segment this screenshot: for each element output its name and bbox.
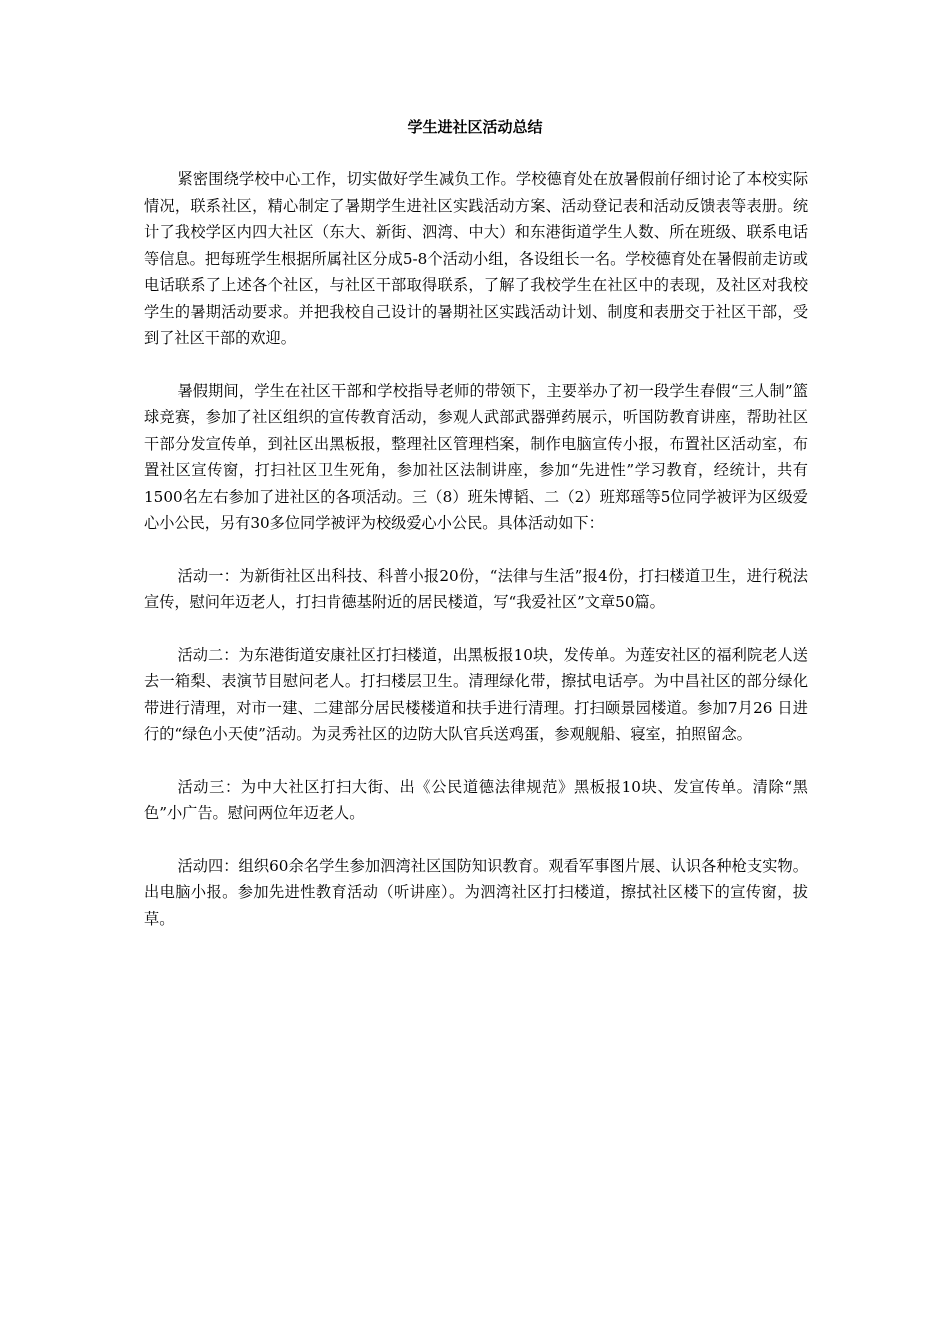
paragraph-activity-three: 活动三：为中大社区打扫大街、出《公民道德法律规范》黑板报10块、发宣传单。清除“黑色”小广告。慰问两位年迈老人。 — [144, 777, 808, 822]
paragraph-intro: 紧密围绕学校中心工作，切实做好学生减负工作。学校德育处在放暑假前仔细讨论了本校实际情况，联系社区，精心制定了暑期学生进社区实践活动方案、活动登记表和活动反馈表等表册。统计了我校学区内四大社区（东大、新街、泗湾、中大）和东港街道学生人数、所在班级、联系电话等信息。把每班学生根据所属社区分成5-8个活动小组，各设组长一名。学校德育处在暑假前走访或电话联系了上述各个社区，与社区干部取得联系，了解了我校学生在社区中的表现，及社区对我校学生的暑期活动要求。并把我校自己设计的暑期社区实践活动计划、制度和表册交于社区干部，受到了社区干部的欢迎。 — [144, 170, 808, 347]
document-body — [144, 166, 808, 958]
paragraph-activity-one: 活动一：为新街社区出科技、科普小报20份，“法律与生活”报4份，打扫楼道卫生，进行税法宣传，慰问年迈老人，打扫肯德基附近的居民楼道，写“我爱社区”文章50篇。 — [144, 566, 808, 611]
paragraph-activity-two: 活动二：为东港街道安康社区打扫楼道，出黑板报10块，发传单。为莲安社区的福利院老人送去一箱梨、表演节目慰问老人。打扫楼层卫生。清理绿化带，擦拭电话亭。为中昌社区的部分绿化带进行清理，对市一建、二建部分居民楼楼道和扶手进行清理。打扫颐景园楼道。参加7月26 日进行的“绿色小天使”活动。为灵秀社区的边防大队官兵送鸡蛋，参观舰船、寝室，拍照留念。 — [144, 645, 808, 743]
paragraph-summer-activities: 暑假期间，学生在社区干部和学校指导老师的带领下，主要举办了初一段学生春假“三人制”篮球竞赛，参加了社区组织的宣传教育活动，参观人武部武器弹药展示，听国防教育讲座，帮助社区干部分发宣传单，到社区出黑板报，整理社区管理档案，制作电脑宣传小报，布置社区活动室，布置社区宣传窗，打扫社区卫生死角，参加社区法制讲座，参加“先进性”学习教育，经统计，共有1500名左右参加了进社区的各项活动。三（8）班朱博韬、二（2）班郑瑶等5位同学被评为区级爱心小公民，另有30多位同学被评为校级爱心小公民。具体活动如下： — [144, 381, 808, 532]
paragraph-activity-four: 活动四：组织60余名学生参加泗湾社区国防知识教育。观看军事图片展、认识各种枪支实物。出电脑小报。参加先进性教育活动（听讲座）。为泗湾社区打扫楼道，擦拭社区楼下的宣传窗，拔草。 — [144, 856, 808, 928]
document-title: 学生进社区活动总结 — [407, 118, 543, 136]
